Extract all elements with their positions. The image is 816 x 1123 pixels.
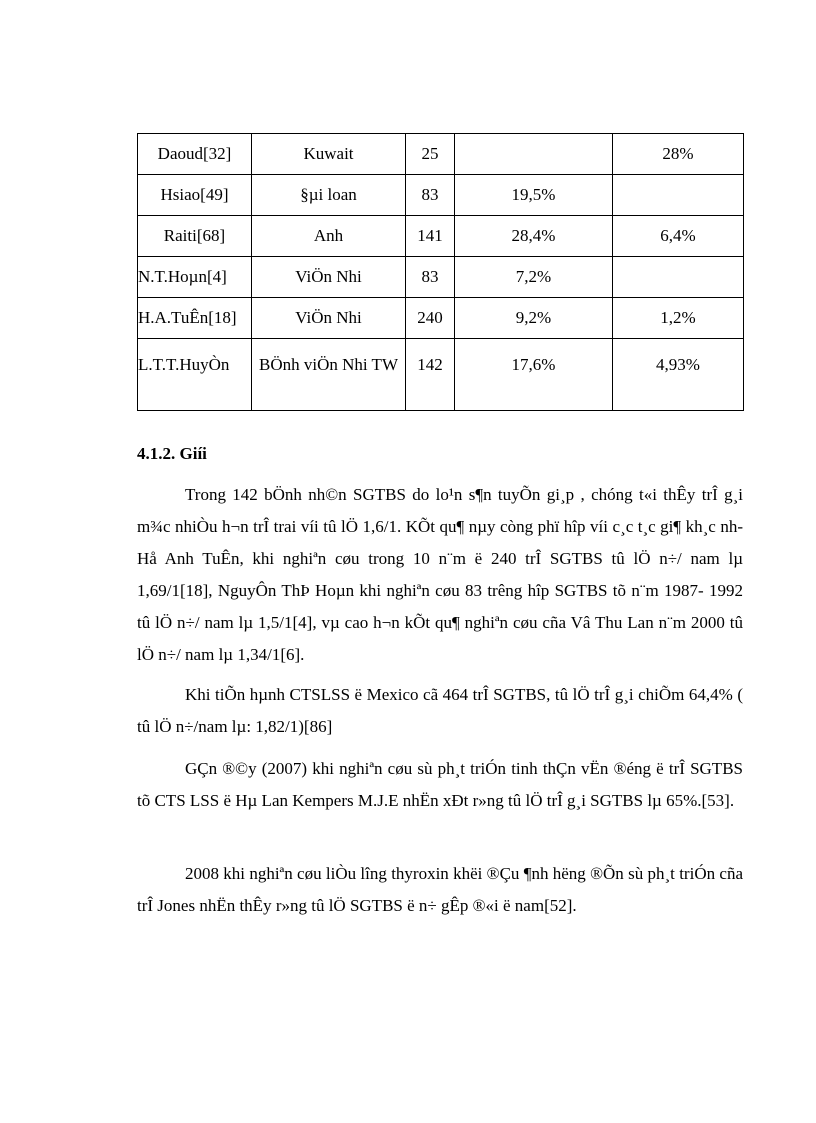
location-cell: BÖnh viÖn Nhi TW: [252, 339, 406, 411]
percent-a-cell: 9,2%: [455, 298, 613, 339]
percent-a-cell: [455, 134, 613, 175]
percent-b-cell: 4,93%: [613, 339, 744, 411]
percent-b-cell: [613, 257, 744, 298]
percent-a-cell: 28,4%: [455, 216, 613, 257]
author-cell: H.A.TuÊn[18]: [138, 298, 252, 339]
percent-a-cell: 17,6%: [455, 339, 613, 411]
paragraph-text: 2008 khi nghiªn cøu liÒu lîng thyroxin khëi ®Çu ¶nh hëng ®Õn sù ph¸t triÓn cña trÎ Jones nhËn thÊy r»ng tû lÖ SGTBS ë n÷ gÊp ®«i ë nam[52].: [137, 864, 743, 915]
location-cell: Anh: [252, 216, 406, 257]
body-paragraph: [137, 858, 743, 922]
body-paragraph: [137, 479, 743, 671]
location-cell: ViÖn Nhi: [252, 257, 406, 298]
paragraph-text: Trong 142 bÖnh nh©n SGTBS do lo¹n s¶n tuyÕn gi¸p , chóng t«i thÊy trÎ g¸i m¾c nhiÒu h¬n trÎ trai víi tû lÖ 1,6/1. KÕt qu¶ nµy còng phï hîp víi c¸c t¸c gi¶ kh¸c nh Hå Anh TuÊn, khi nghiªn cøu trong 10 n¨m ë 240 trÎ SGTBS tû lÖ n÷/ nam lµ 1,69/1[18], NguyÔn ThÞ Hoµn khi nghiªn cøu 83 trêng hîp SGTBS tõ n¨m 1987- 1992 tû lÖ n÷/ nam lµ 1,5/1[4], vµ cao h¬n kÕt qu¶ nghiªn cøu cña Vâ Thu Lan n¨m 2000 tû lÖ n÷/ nam lµ 1,34/1[6].: [137, 485, 743, 664]
study-comparison-table: [137, 133, 744, 411]
body-paragraph: [137, 753, 743, 817]
paragraph-text: Khi tiÕn hµnh CTSLSS ë Mexico cã 464 trÎ SGTBS, tû lÖ trÎ g¸i chiÕm 64,4% ( tû lÖ n÷/nam lµ: 1,82/1)[86]: [137, 685, 743, 736]
location-cell: Kuwait: [252, 134, 406, 175]
author-cell: Hsiao[49]: [138, 175, 252, 216]
percent-b-cell: 6,4%: [613, 216, 744, 257]
table-row: [138, 298, 744, 339]
count-cell: 25: [406, 134, 455, 175]
percent-b-cell: 28%: [613, 134, 744, 175]
author-cell: L.T.T.HuyÒn: [138, 339, 252, 411]
body-paragraph: [137, 679, 743, 743]
section-heading: 4.1.2. Giíi: [137, 444, 207, 463]
count-cell: 240: [406, 298, 455, 339]
paragraph-text: GÇn ®©y (2007) khi nghiªn cøu sù ph¸t triÓn tinh thÇn vËn ®éng ë trÎ SGTBS tõ CTS LSS ë Hµ Lan Kempers M.J.E nhËn xÐt r»ng tû lÖ trÎ g¸i SGTBS lµ 65%.[53].: [137, 759, 743, 810]
location-cell: ViÖn Nhi: [252, 298, 406, 339]
percent-a-cell: 19,5%: [455, 175, 613, 216]
author-cell: Daoud[32]: [138, 134, 252, 175]
count-cell: 141: [406, 216, 455, 257]
author-cell: Raiti[68]: [138, 216, 252, 257]
count-cell: 142: [406, 339, 455, 411]
percent-b-cell: 1,2%: [613, 298, 744, 339]
table-row: [138, 134, 744, 175]
table-row: [138, 257, 744, 298]
location-cell: §µi loan: [252, 175, 406, 216]
count-cell: 83: [406, 257, 455, 298]
count-cell: 83: [406, 175, 455, 216]
table-row: [138, 175, 744, 216]
table-row: [138, 216, 744, 257]
author-cell: N.T.Hoµn[4]: [138, 257, 252, 298]
table-row: [138, 339, 744, 411]
percent-a-cell: 7,2%: [455, 257, 613, 298]
percent-b-cell: [613, 175, 744, 216]
